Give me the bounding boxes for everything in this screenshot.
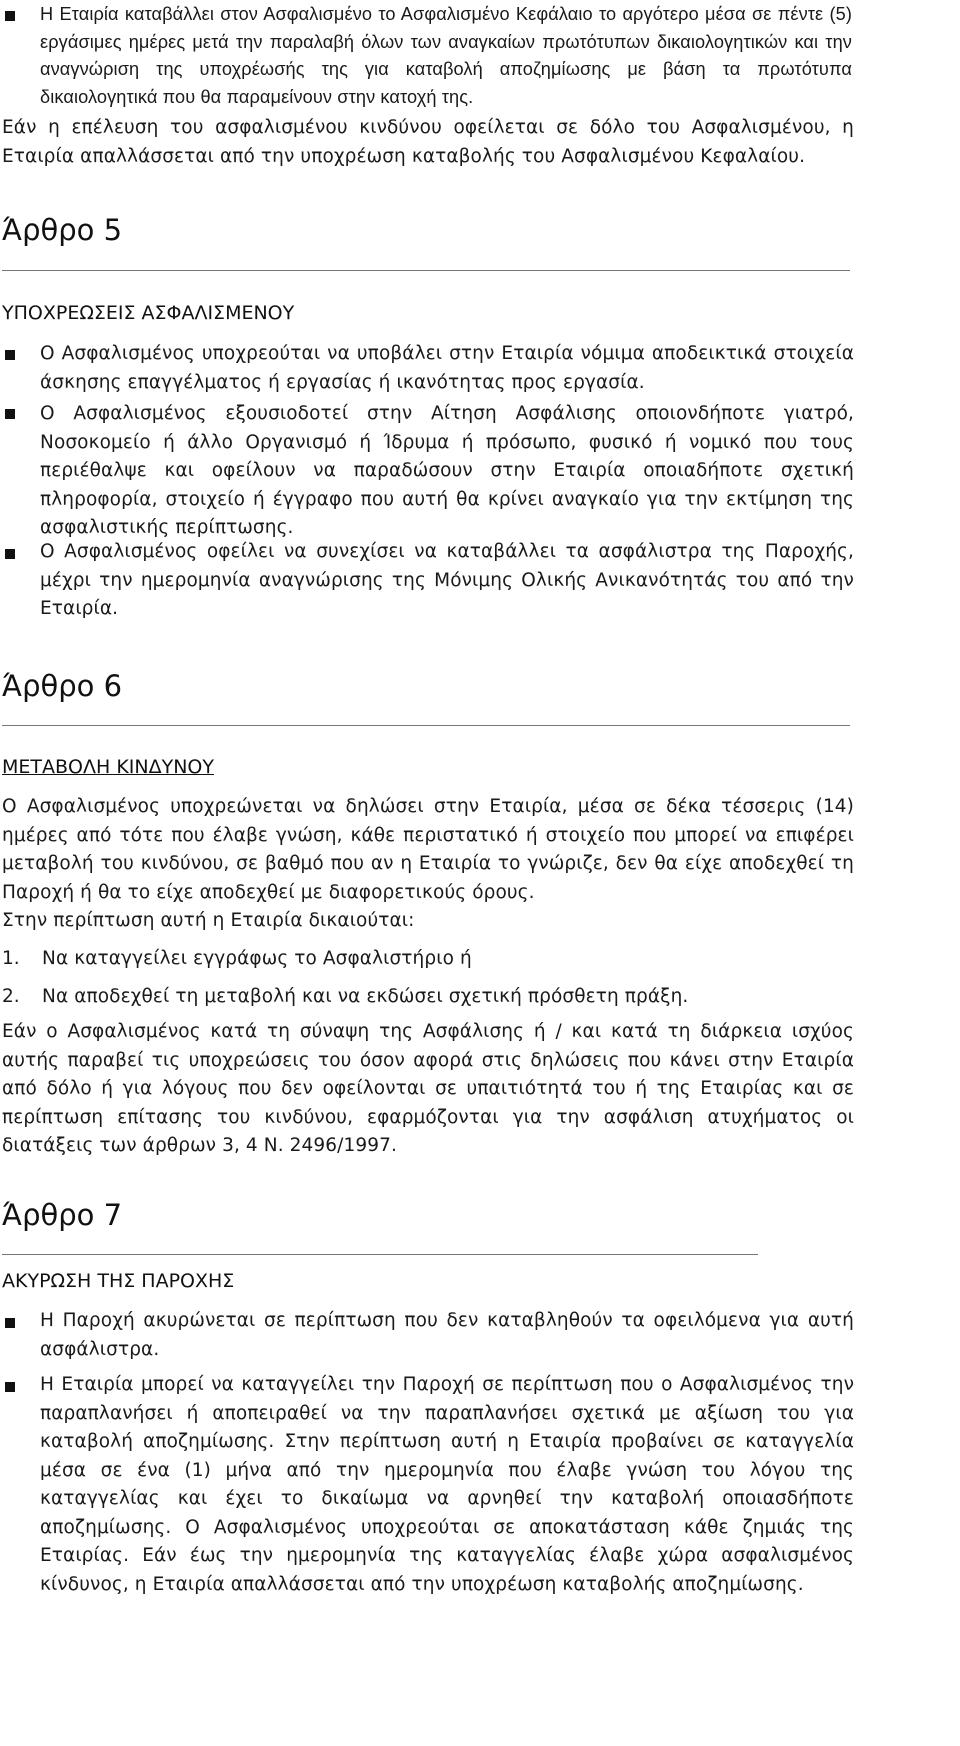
intro-bullet-text: Η Εταιρία καταβάλλει στον Ασφαλισμένο το Ασφαλισμένο Κεφάλαιο το αργότερο μέσα σε πέντε (5) εργάσιμες ημέρες μετά την παραλαβή όλων των αναγκαίων πρωτότυπων δικαιολογητικών και την αναγνώριση της υποχρέωσής της για καταβολή αποζημίωσης με βάση τα πρωτότυπα δικαιολογητικά που θα παραμείνουν στην κατοχή της. bbox=[40, 4, 852, 107]
article-6-heading: Άρθρο 6 bbox=[2, 669, 123, 703]
bullet-marker bbox=[5, 1382, 15, 1392]
article-6-paragraph-3: Εάν ο Ασφαλισμένος κατά τη σύναψη της Ασφάλισης ή / και κατά τη διάρκεια ισχύος αυτής παραβεί τις υποχρεώσεις του όσον αφορά στις δηλώσεις που κάνει στην Εταιρία από δόλο ή για λόγους που δεν οφείλονται σε υπαιτιότητά του ή της Εταιρίας και σε περίπτωση επίτασης του κινδύνου, εφαρμόζονται για την ασφάλιση ατυχήματος οι διατάξεις των άρθρων 3, 4 Ν. 2496/1997. bbox=[2, 1021, 854, 1156]
bullet-marker bbox=[5, 549, 15, 559]
article-6-list-item-1: Να καταγγείλει εγγράφως το Ασφαλιστήριο ή bbox=[42, 948, 472, 969]
article-5-rule bbox=[2, 270, 850, 271]
article-5-subheading: ΥΠΟΧΡΕΩΣΕΙΣ ΑΣΦΑΛΙΣΜΕΝΟΥ bbox=[2, 302, 295, 324]
list-number: 2. bbox=[2, 986, 20, 1007]
article-7-bullet-2: Η Εταιρία μπορεί να καταγγείλει την Παροχή σε περίπτωση που ο Ασφαλισμένος την παραπλανήσει ή αποπειραθεί να την παραπλανήσει σχετικά με αξίωση του για καταβολή αποζημίωσης. Στην περίπτωση αυτή η Εταιρία προβαίνει σε καταγγελία μέσα σε ένα (1) μήνα από την ημερομηνία που έλαβε γνώση του λόγου της καταγγελίας και έχει το δικαίωμα να αρνηθεί την καταβολή οποιασδήποτε αποζημίωσης. Ο Ασφαλισμένος υποχρεούται σε αποκατάσταση κάθε ζημιάς της Εταιρίας. Εάν έως την ημερομηνία της καταγγελίας έλαβε χώρα ασφαλισμένος κίνδυνος, η Εταιρία απαλλάσσεται από την υποχρέωση καταβολής αποζημίωσης. bbox=[40, 1374, 854, 1595]
intro-paragraph: Εάν η επέλευση του ασφαλισμένου κινδύνου οφείλεται σε δόλο του Ασφαλισμένου, η Εταιρία απαλλάσσεται από την υποχρέωση καταβολής του Ασφαλισμένου Κεφαλαίου. bbox=[2, 117, 854, 167]
bullet-marker bbox=[5, 1318, 15, 1328]
article-6-paragraph-2: Στην περίπτωση αυτή η Εταιρία δικαιούται: bbox=[2, 910, 415, 931]
article-5-bullet-2: Ο Ασφαλισμένος εξουσιοδοτεί στην Αίτηση Ασφάλισης οποιονδήποτε γιατρό, Νοσοκομείο ή άλλο Οργανισμό ή Ίδρυμα ή πρόσωπο, φυσικό ή νομικό που τους περιέθαλψε και οφείλουν να παραδώσουν στην Εταιρία οποιαδήποτε σχετική πληροφορία, στοιχείο ή έγγραφο που αυτή θα κρίνει αναγκαίο για την εκτίμηση της ασφαλιστικής περίπτωσης. bbox=[40, 403, 854, 538]
article-7-rule bbox=[2, 1254, 758, 1255]
article-6-rule bbox=[2, 725, 850, 726]
article-7-subheading: ΑΚΥΡΩΣΗ ΤΗΣ ΠΑΡΟΧΗΣ bbox=[2, 1270, 235, 1292]
list-number: 1. bbox=[2, 948, 20, 969]
article-5-bullet-1: Ο Ασφαλισμένος υποχρεούται να υποβάλει στην Εταιρία νόμιμα αποδεικτικά στοιχεία άσκησης επαγγέλματος ή εργασίας ή ικανότητας προς εργασία. bbox=[40, 343, 854, 393]
bullet-marker bbox=[5, 11, 15, 21]
article-5-bullet-3: Ο Ασφαλισμένος οφείλει να συνεχίσει να καταβάλλει τα ασφάλιστρα της Παροχής, μέχρι την ημερομηνία αναγνώρισης της Μόνιμης Ολικής Ανικανότητάς του από την Εταιρία. bbox=[40, 541, 854, 619]
bullet-marker bbox=[5, 350, 15, 360]
article-7-heading: Άρθρο 7 bbox=[2, 1198, 123, 1232]
bullet-marker bbox=[5, 409, 15, 419]
article-5-heading: Άρθρο 5 bbox=[2, 213, 123, 247]
article-7-bullet-1: Η Παροχή ακυρώνεται σε περίπτωση που δεν καταβληθούν τα οφειλόμενα για αυτή ασφάλιστρα. bbox=[40, 1310, 854, 1360]
article-6-list-item-2: Να αποδεχθεί τη μεταβολή και να εκδώσει σχετική πρόσθετη πράξη. bbox=[42, 986, 689, 1007]
article-6-subheading: ΜΕΤΑΒΟΛΗ ΚΙΝΔΥΝΟΥ bbox=[2, 756, 214, 778]
article-6-paragraph-1: Ο Ασφαλισμένος υποχρεώνεται να δηλώσει στην Εταιρία, μέσα σε δέκα τέσσερις (14) ημέρες από τότε που έλαβε γνώση, κάθε περιστατικό ή στοιχείο που μπορεί να επιφέρει μεταβολή του κινδύνου, σε βαθμό που αν η Εταιρία το γνώριζε, δεν θα είχε αποδεχθεί τη Παροχή ή θα το είχε αποδεχθεί με διαφορετικούς όρους. bbox=[2, 796, 854, 903]
